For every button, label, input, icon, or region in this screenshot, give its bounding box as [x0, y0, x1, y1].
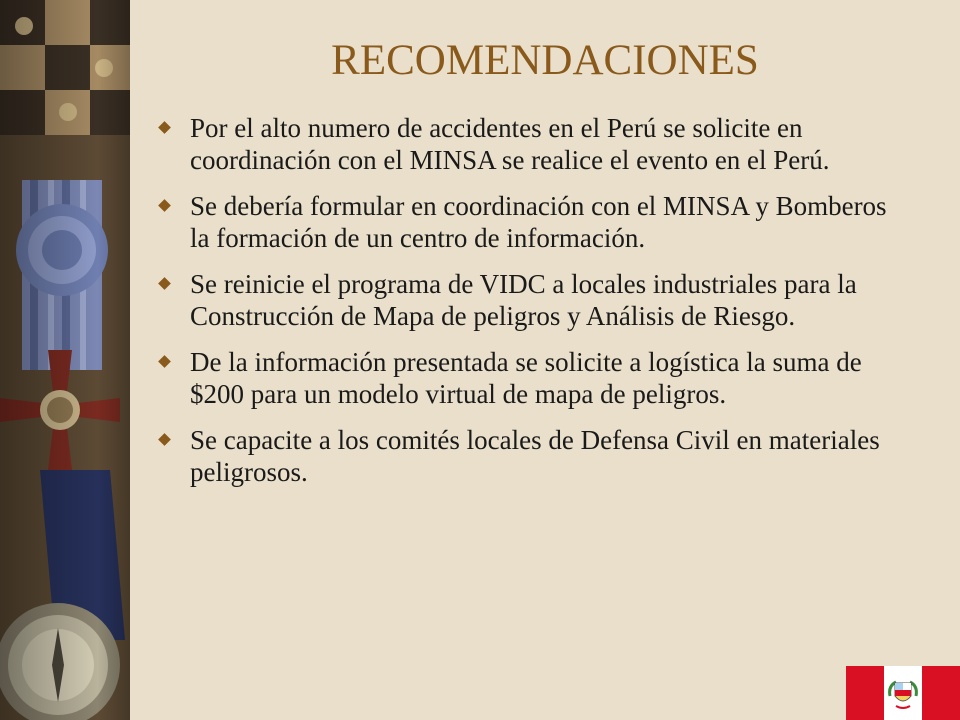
diamond-bullet-icon [158, 121, 171, 134]
list-item-text: Se reinicie el programa de VIDC a locales industriales para la Construcción de Mapa de peligros y Análisis de Riesgo. [190, 269, 857, 331]
recommendations-list [158, 112, 903, 502]
list-item-text: Por el alto numero de accidentes en el Perú se solicite en coordinación con el MINSA se realice el evento en el Perú. [190, 113, 830, 175]
list-item-text: Se capacite a los comités locales de Defensa Civil en materiales peligrosos. [190, 425, 880, 487]
diamond-bullet-icon [158, 355, 171, 368]
list-item-text: Se debería formular en coordinación con el MINSA y Bomberos la formación de un centro de información. [190, 191, 887, 253]
diamond-bullet-icon [158, 433, 171, 446]
list-item [158, 112, 903, 176]
list-item-text: De la información presentada se solicite a logística la suma de $200 para un modelo virtual de mapa de peligros. [190, 347, 862, 409]
list-item [158, 424, 903, 488]
list-item [158, 346, 903, 410]
slide-title: RECOMENDACIONES [331, 37, 759, 84]
decorative-medals-image [0, 0, 130, 720]
diamond-bullet-icon [158, 277, 171, 290]
diamond-bullet-icon [158, 199, 171, 212]
list-item [158, 190, 903, 254]
list-item [158, 268, 903, 332]
peru-flag-icon [846, 666, 960, 720]
